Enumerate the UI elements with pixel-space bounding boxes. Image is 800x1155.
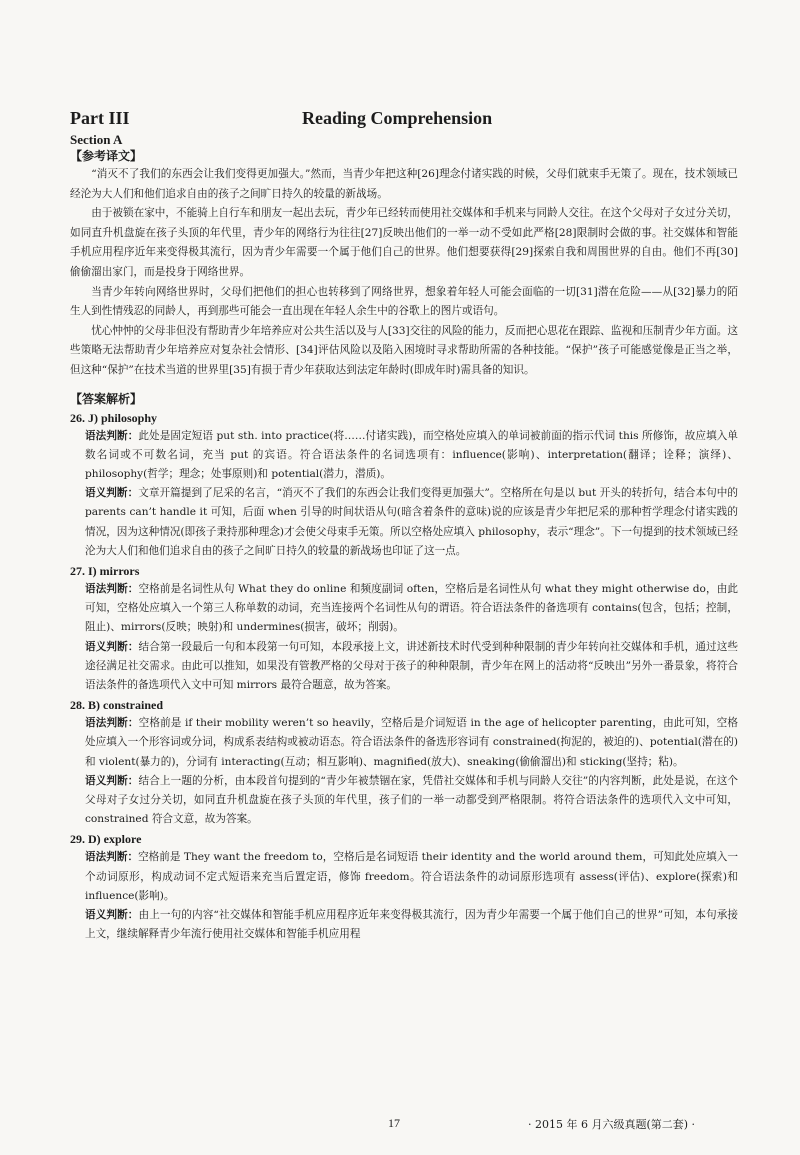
analysis-label: 语法判断： [85, 851, 139, 864]
grammar-analysis [85, 580, 738, 638]
analysis-text: 此处是固定短语 put sth. into practice(将……付诸实践)，而空格处应填入的单词被前面的指示代词 this 所修饰，故应填入单数名词或不可数名词，充当 put 的宾语。符合语法条件的名词选项有：influence(影响)、interpretation(翻译；诠释；演绎)、philosophy(哲学；理念；处事原则)和 potential(潜力，潜质)。 [85, 429, 739, 480]
page-content [70, 108, 738, 944]
answer-item-26 [70, 409, 738, 561]
part-title: Part III [70, 108, 130, 128]
footer-exam-title: · 2015 年 6 月六级真题(第二套) · [528, 1118, 696, 1131]
answer-title: 28. B) constrained [70, 698, 163, 713]
answers-heading: 【答案解析】 [70, 391, 143, 406]
analysis-text: 空格前是名词性从句 What they do online 和频度副词 often，空格后是名词性从句 what they might otherwise do，由此可知，空格处应填入一个第三人称单数的动词，充当连接两个名词性从句的谓语。符合语法条件的备选项有 contains(包含，包括；控制，阻止)、mirrors(反映；映射)和 undermines(损害，破坏；削弱)。 [85, 582, 738, 634]
analysis-label: 语义判断： [85, 640, 139, 653]
section-label: Section A [70, 132, 123, 147]
translation-paragraph: 忧心忡忡的父母非但没有帮助青少年培养应对公共生活以及与人[33]交往的风险的能力，反而把心思花在跟踪、监视和压制青少年方面。这些策略无法帮助青少年培养应对复杂社会情形、[34]评估风险以及陷入困境时寻求帮助所需的各种技能。“保护”孩子可能感觉像是正当之举，但这种“保护”在技术当道的世界里[35]有损于青少年获取达到法定年龄时(即成年时)需具备的知识。 [70, 324, 738, 376]
analysis-text: 结合上一题的分析，由本段首句提到的“青少年被禁锢在家，凭借社交媒体和手机与同龄人交往”的内容判断，此处是说，在这个父母对子女过分关切，如同直升机盘旋在孩子头顶的年代里，孩子们的一举一动都受到严格限制。将符合语法条件的选项代入文中可知，constrained 符合文意，故为答案。 [85, 774, 739, 826]
answer-title: 27. I) mirrors [70, 563, 140, 578]
page-number: 17 [388, 1116, 400, 1130]
translation-heading: 【参考译文】 [70, 149, 143, 163]
analysis-label: 语法判断： [85, 582, 139, 595]
analysis-label: 语义判断： [85, 487, 139, 500]
analysis-label: 语法判断： [85, 429, 139, 442]
analysis-text: 空格前是 They want the freedom to，空格后是名词短语 their identity and the world around them，可知此处应填入一个动词原形，构成动词不定式短语来充当后置定语，修饰 freedom。符合语法条件的动词原形选项有 assess(评估)、explore(探索)和 influence(影响)。 [85, 851, 738, 902]
page-title: Reading Comprehension [302, 108, 493, 128]
translation-paragraph: 由于被锁在家中，不能骑上自行车和朋友一起出去玩，青少年已经转而使用社交媒体和手机来与同龄人交往。在这个父母对子女过分关切，如同直升机盘旋在孩子头顶的年代里，青少年的网络行为往往[27]反映出他们的一举一动不受如此严格[28]限制时会做的事。社交媒体和智能手机应用程序近年来变得极其流行，因为青少年需要一个属于他们自己的世界。他们想要获得[29]探索自我和周围世界的自由。他们不再[30]偷偷溜出家门，而是投身于网络世界。 [70, 207, 738, 278]
meaning-analysis [85, 906, 738, 944]
meaning-analysis [85, 484, 738, 561]
grammar-analysis [85, 427, 738, 485]
analysis-label: 语义判断： [85, 909, 139, 921]
grammar-analysis [85, 848, 738, 906]
grammar-analysis [85, 714, 738, 772]
answer-item-29 [70, 830, 738, 944]
answer-item-28 [70, 696, 738, 829]
meaning-analysis [85, 772, 738, 830]
analysis-text: 文章开篇提到了尼采的名言，“消灭不了我们的东西会让我们变得更加强大”。空格所在句是以 but 开头的转折句，结合本句中的 parents can’t handle it 可知，后面 when 引导的时间状语从句(暗含着条件的意味)说的应该是青少年把尼采的那种哲学理念付诸实践的情况，因为这种情况(即孩子秉持那种理念)才会使父母束手无策。所以空格处应填入 philosophy，表示“理念”。下一句提到的技术领域已经沦为大人们和他们追求自由的孩子之间旷日持久的较量的新战场也印证了这一点。 [85, 487, 738, 557]
analysis-text: 结合第一段最后一句和本段第一句可知，本段承接上文，讲述新技术时代受到种种限制的青少年转向社交媒体和手机，通过这些途径满足社交需求。由此可以推知，如果没有管教严格的父母对于孩子的种种限制，青少年在网上的活动将“反映出”另外一番景象，将符合语法条件的备选项代入文中可知 mirrors 最符合题意，故为答案。 [85, 640, 739, 691]
analysis-label: 语法判断： [85, 717, 139, 730]
analysis-text: 空格前是 if their mobility weren’t so heavily，空格后是介词短语 in the age of helicopter parenting，由此可知，空格处应填入一个形容词或分词，构成系表结构或被动语态。符合语法条件的备选形容词有 constrained(拘泥的，被迫的)、potential(潜在的)和 violent(暴力的)，分词有 interacting(互动；相互影响)、magnified(放大)、sneaking(偷偷溜出)和 sticking(坚持；粘)。 [85, 717, 739, 768]
page-header [70, 108, 738, 130]
answer-title: 29. D) explore [70, 832, 142, 847]
answer-item-27 [70, 562, 738, 695]
analysis-text: 由上一句的内容“社交媒体和智能手机应用程序近年来变得极其流行，因为青少年需要一个属于他们自己的世界”可知，本句承接上文，继续解释青少年流行使用社交媒体和智能手机应用程 [85, 909, 739, 941]
translation-block [70, 165, 738, 381]
analysis-label: 语义判断： [85, 774, 139, 787]
translation-paragraph: “消灭不了我们的东西会让我们变得更加强大。”然而，当青少年把这种[26]理念付诸实践的时候，父母们就束手无策了。现在，技术领域已经沦为大人们和他们追求自由的孩子之间旷日持久的较量的新战场。 [70, 168, 738, 200]
meaning-analysis [85, 638, 738, 696]
answer-title: 26. J) philosophy [70, 410, 158, 425]
translation-paragraph: 当青少年转向网络世界时，父母们把他们的担心也转移到了网络世界，想象着年轻人可能会面临的一切[31]潜在危险——从[32]暴力的陌生人到性情残忍的同龄人，再到那些可能会一直出现在年轻人余生中的谷歌上的图片或语句。 [70, 285, 738, 318]
